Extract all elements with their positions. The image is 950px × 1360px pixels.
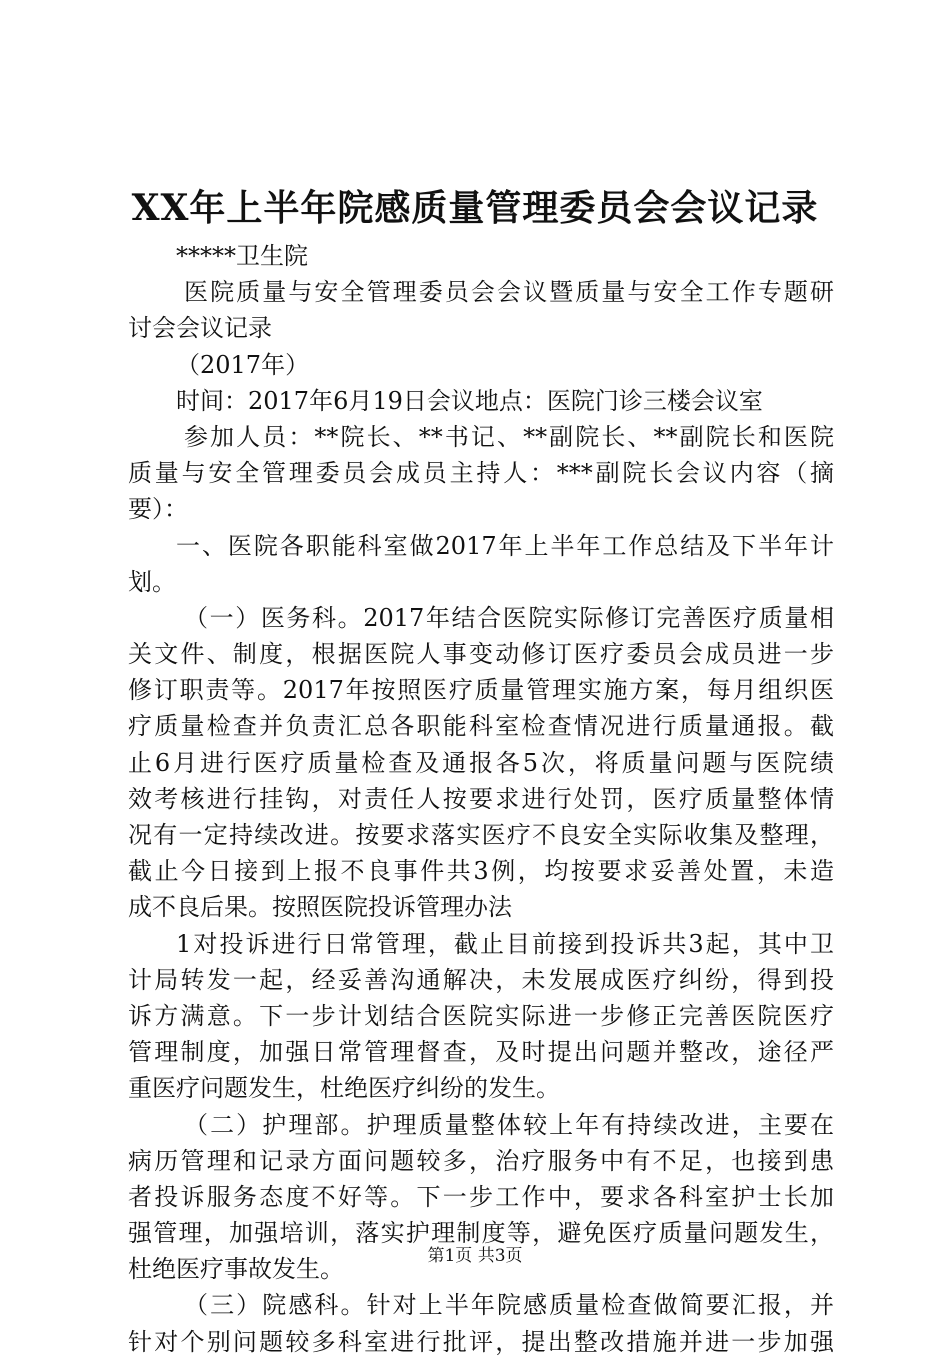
document-body [128, 238, 834, 1360]
text-line: 划。 [128, 567, 176, 596]
text-line: 成不良后果。按照医院投诉管理办法 [128, 893, 512, 922]
text-line: 者投诉服务态度不好等。下一步工作中，要求各科室护士长加 [128, 1182, 834, 1211]
document-title: XX年上半年院感质量管理委员会会议记录 [131, 187, 819, 229]
text-line: 况有一定持续改进。按要求落实医疗不良安全实际收集及整理， [128, 821, 834, 849]
text-line: （二）护理部。护理质量整体较上年有持续改进，主要在 [184, 1110, 834, 1139]
text-line: 重医疗问题发生，杜绝医疗纠纷的发生。 [128, 1074, 560, 1103]
text-line: 疗质量检查并负责汇总各职能科室检查情况进行质量通报。截 [128, 712, 834, 741]
text-line: 一、医院各职能科室做2017年上半年工作总结及下半年计 [176, 531, 834, 560]
text-line: 诉方满意。下一步计划结合医院实际进一步修正完善医院医疗 [128, 1001, 834, 1030]
text-line: （一）医务科。2017年结合医院实际修订完善医疗质量相 [184, 603, 834, 632]
text-line: 截止今日接到上报不良事件共3例，均按要求妥善处置，未造 [128, 857, 834, 886]
text-line: 强管理，加强培训，落实护理制度等，避免医疗质量问题发生， [128, 1219, 834, 1248]
text-line: 效考核进行挂钩，对责任人按要求进行处罚，医疗质量整体情 [128, 784, 834, 813]
text-line: 要）： [128, 495, 188, 524]
page-footer: 第1页 共3页 [427, 1246, 523, 1266]
text-line: *****卫生院 [176, 242, 308, 270]
text-line: 质量与安全管理委员会成员主持人：***副院长会议内容（摘 [128, 459, 834, 488]
text-line: （三）院感科。针对上半年院感质量检查做简要汇报，并 [184, 1291, 834, 1320]
text-line: 医院质量与安全管理委员会会议暨质量与安全工作专题研 [184, 278, 834, 307]
text-line: 关文件、制度，根据医院人事变动修订医疗委员会成员进一步 [128, 640, 834, 669]
text-line: 参加人员：**院长、**书记、**副院长、**副院长和医院 [184, 422, 834, 451]
text-line: 管理制度，加强日常管理督查，及时提出问题并整改，途径严 [128, 1038, 834, 1067]
text-line: 止6月进行医疗质量检查及通报各5次，将质量问题与医院绩 [128, 748, 834, 777]
text-line: 针对个别问题较多科室进行批评，提出整改措施并进一步加强 [128, 1327, 834, 1356]
text-line: 杜绝医疗事故发生。 [128, 1255, 344, 1284]
text-line: 讨会会议记录 [128, 314, 272, 343]
text-line: 病历管理和记录方面问题较多，治疗服务中有不足，也接到患 [128, 1146, 834, 1175]
text-line: 计局转发一起，经妥善沟通解决，未发展成医疗纠纷，得到投 [128, 965, 834, 994]
text-line: 修订职责等。2017年按照医疗质量管理实施方案，每月组织医 [128, 676, 834, 705]
text-line: （2017年） [176, 350, 310, 379]
text-line: 1对投诉进行日常管理，截止目前接到投诉共3起，其中卫 [176, 929, 834, 958]
text-line: 时间：2017年6月19日会议地点：医院门诊三楼会议室 [176, 386, 763, 415]
